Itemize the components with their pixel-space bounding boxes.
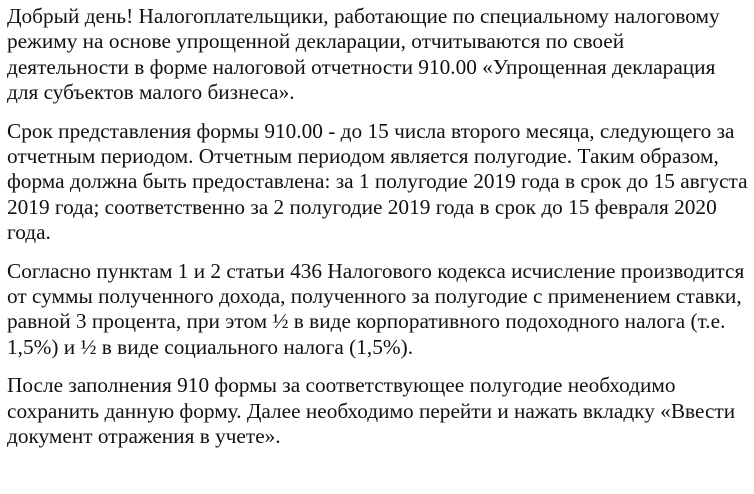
paragraph-tax-calculation: Согласно пунктам 1 и 2 статьи 436 Налогового кодекса исчисление производится от суммы полученного дохода, полученного за полугодие с применением ставки, равной 3 процента, при этом ½ в виде корпоративного подоходного налога (т.е. 1,5%) и ½ в виде социального налога (1,5%).: [7, 258, 745, 359]
paragraph-greeting: Добрый день! Налогоплательщики, работающие по специальному налоговому режиму на основе упрощенной декларации, отчитываются по своей деятельности в форме налоговой отчетности 910.00 «Упрощенная декларация для субъектов малого бизнеса».: [7, 4, 720, 105]
paragraph-deadline: Срок представления формы 910.00 - до 15 числа второго месяца, следующего за отчетным периодом. Отчетным периодом является полугодие. Таким образом, форма должна быть предоставлена: за 1 полугодие 2019 года в срок до 15 августа 2019 года; соответственно за 2 полугодие 2019 года в срок до 15 февраля 2020 года.: [7, 118, 748, 245]
paragraph-next-steps: После заполнения 910 формы за соответствующее полугодие необходимо сохранить данную форму. Далее необходимо перейти и нажать вкладку «Ввести документ отражения в учете».: [7, 373, 736, 449]
